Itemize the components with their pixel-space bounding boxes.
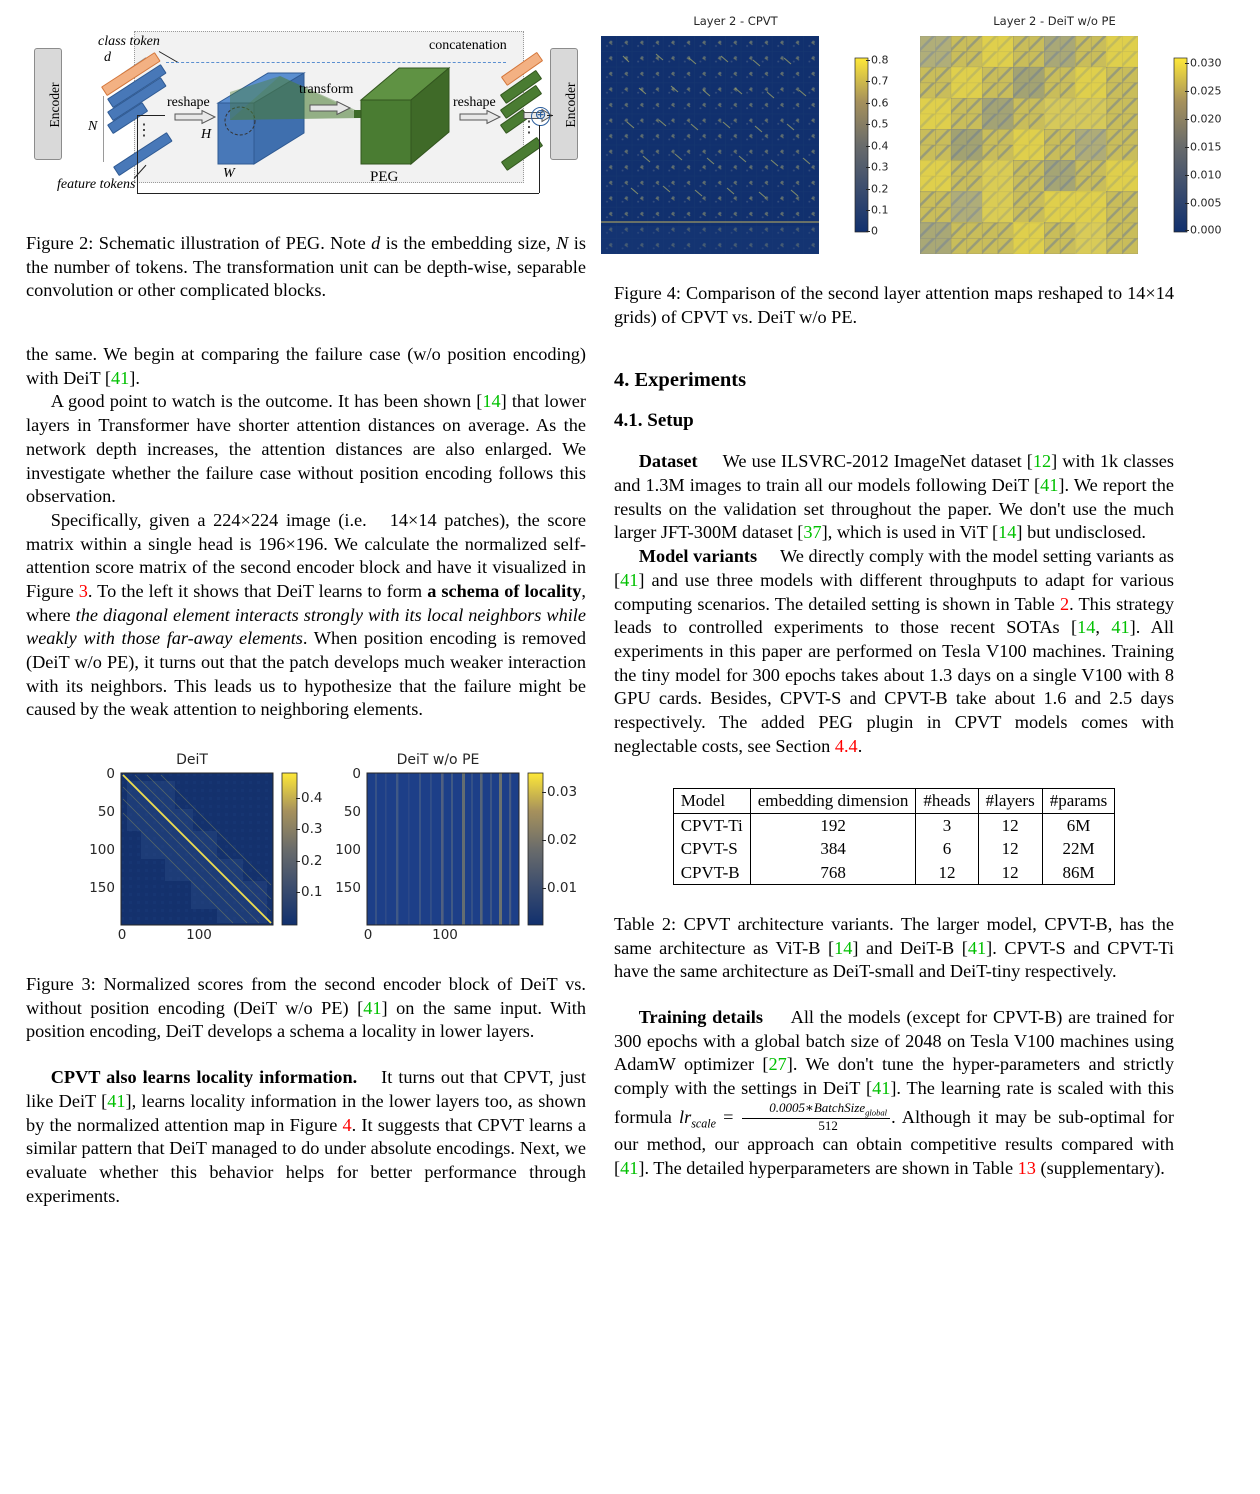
table-header-embedding-dimension: embedding dimension [750,789,916,813]
right-column [614,14,1222,1484]
cbtick-0.2: 0.2 [301,853,323,870]
chart-deit-colorbar [282,773,323,925]
figure-ref-4[interactable]: 4 [342,1114,352,1135]
formula-equals: = [723,1106,734,1127]
cell-layers: 12 [978,813,1042,837]
cbtick-0.4: 0.4 [871,139,889,153]
chart-layer2-deit-wo-pe-colorbar [1174,56,1222,237]
paragraph-continuation: the same. We begin at comparing the failure case (w/o position encoding) with DeiT [41]. [26,344,586,388]
chart-layer2-deit-wo-pe-plot [920,36,1138,254]
bold-model-variants-lead: Model variants [638,546,758,567]
table-2 [673,788,1116,885]
ytick-100: 100 [335,842,361,859]
cbtick-0.3: 0.3 [301,821,323,838]
cbtick-0.0: 0 [871,224,878,238]
chart-deit-wo-pe-colorbar-ticks [547,773,617,925]
formula-lhs: $lr_{scale}$ [679,1106,716,1131]
table-ref-13[interactable]: 13 [1017,1158,1036,1179]
cell-layers: 12 [978,861,1042,885]
cbtick-0.3: 0.3 [871,160,889,174]
paragraph-training-details: Training details All the models (except for CPVT-B) are trained for 300 epochs with a global batch size of 2048 on Tesla V100 machines using AdamW optimizer [27]. We don't tune the hyper-parameters and strictly comply with the settings in DeiT [41]. The learning rate is scaled with this formula $lr_{scale}$ = $\frac{0.0005∗BatchSize_{global}}{512}$ . Although it may be sub-optimal for our method, our approach can obtain competitive results compared with [41]. The detailed hyperparameters are shown in Table 13 (supplementary). [614,1007,1174,1179]
cell-embedding-dimension: 384 [750,837,916,860]
transform-label: transform [299,82,354,97]
cell-params: 6M [1042,813,1115,837]
citation-14[interactable]: 14 [834,937,853,958]
citation-41[interactable]: 41 [1111,617,1130,638]
cbtick-0.005: 0.005 [1190,196,1222,210]
section-ref-4.4[interactable]: 4.4 [834,735,858,756]
reshape-right-arrow-icon [459,110,501,124]
chart-deit [87,752,323,945]
cell-model: CPVT-Ti [673,813,750,837]
chart-deit-wo-pe-colorbar [528,773,578,925]
chart-deit-wo-pe-title: DeiT w/o PE [396,752,480,769]
chart-layer2-cpvt [601,14,889,254]
cell-heads: 3 [916,813,978,837]
reshape-right-label: reshape [453,95,496,110]
cell-model: CPVT-B [673,861,750,885]
cell-params: 22M [1042,837,1115,860]
citation-41[interactable]: 41 [620,1158,639,1179]
peg-output-cube [359,66,451,166]
d-label: d [104,50,111,65]
paragraph-score-matrix: Specifically, given a 224×224 image (i.e. 14×14 patches), the score matrix within a single head is 196×196. We calculate the normalized self-attention score matrix of the second encoder block and have it visualized in Figure 3. To the left it shows that DeiT learns to form a schema of locality, where the diagonal element interacts strongly with its local neighbors while weakly with those far-away elements. When position encoding is removed (DeiT w/o PE), it turns out that the patch develops much weaker interaction with its neighbors. This leads us to hypothesize that the failure might be caused by the weak attention to neighboring elements. [26,509,586,720]
cbtick-0.01: 0.01 [547,880,578,897]
citation-14[interactable]: 14 [1077,617,1096,638]
math-d: d [371,233,381,253]
bold-dataset-lead: Dataset [638,451,698,472]
cell-embedding-dimension: 192 [750,813,916,837]
citation-41[interactable]: 41 [107,1090,126,1111]
citation-41[interactable]: 41 [110,367,130,388]
chart-deit-wo-pe-yaxis [333,766,367,925]
chart-layer2-deit-wo-pe-title: Layer 2 - DeiT w/o PE [993,14,1116,28]
citation-14[interactable]: 14 [998,522,1017,543]
cbtick-0.6: 0.6 [871,96,889,110]
subsection-heading-setup: 4.1. Setup [614,410,694,432]
math-N: N [556,233,569,253]
skip-bottom-line [137,193,539,194]
chart-deit-yaxis [87,766,121,925]
cbtick-0.02: 0.02 [547,832,578,849]
table-2-caption: Table 2: CPVT architecture variants. The larger model, CPVT-B, has the same architecture as ViT-B [14] and DeiT-B [41]. CPVT-S and CPVT-Ti have the same architecture as DeiT-small and DeiT-tiny respectively. [614,913,1175,982]
table-row [673,837,1115,860]
paragraph-attention-distances: A good point to watch is the outcome. It has been shown [14] that lower layers in Transformer have shorter attention distances on average. As the network depth increases, the attention distances are also enlarged. We investigate whether the failure case without position encoding follows this observation. [26,391,587,507]
input-line [137,115,165,116]
chart-layer2-deit-wo-pe [920,14,1222,254]
formula-numerator: 0.0005∗BatchSize$_{global}$ [742,1101,891,1119]
chart-layer2-cpvt-plot [601,36,819,254]
citation-41[interactable]: 41 [620,569,639,590]
w-label: W [223,166,235,181]
cbtick-0.020: 0.020 [1190,112,1222,126]
left-column [26,14,586,1484]
ytick-150: 150 [89,880,115,897]
reshape-left-arrow-icon [174,110,216,124]
figure-3-charts [26,752,586,945]
chart-layer2-cpvt-title: Layer 2 - CPVT [693,14,778,28]
table-header-layers: #layers [978,789,1042,813]
encoder-left-label: Encoder [47,82,62,128]
ytick-0: 0 [352,766,361,783]
paragraph-model-variants: Model variants We directly comply with the model setting variants as [41] and use three models with different throughputs to adapt for various computing scenarios. The detailed setting is shown in Table 2. This strategy leads to controlled experiments to those recent SOTAs [14, 41]. All experiments in this paper are performed on Tesla V100 machines. Training the tiny model for 300 epochs takes about 1.3 days on a single V100 with 8 GPU cards. Besides, CPVT-S and CPVT-B take about 1.6 and 2.5 days respectively. The added PEG plugin in CPVT models comes with neglectable costs, see Section 4.4. [614,546,1174,756]
citation-27[interactable]: 27 [768,1054,787,1075]
cell-params: 86M [1042,861,1115,885]
figure-2-caption: Figure 2: Schematic illustration of PEG. Note d is the embedding size, N is the number of tokens. The transformation unit can be depth-wise, separable convolution or other complicated blocks. [26,233,586,301]
citation-41[interactable]: 41 [1040,475,1059,496]
table-2-caption-prefix: Table 2: [614,913,677,934]
cbtick-0.5: 0.5 [871,117,889,131]
citation-12[interactable]: 12 [1032,451,1052,472]
skip-down-line [137,115,138,193]
peg-label: PEG [370,169,399,185]
cbtick-0.025: 0.025 [1190,84,1222,98]
cbtick-0.7: 0.7 [871,74,889,88]
formula-fraction [742,1101,891,1134]
ytick-0: 0 [106,766,115,783]
xtick-0: 0 [363,927,373,944]
output-tokens-ellipsis: ⋮ [521,119,537,136]
paragraph-dataset: Dataset We use ILSVRC-2012 ImageNet dataset [12] with 1k classes and 1.3M images to train all our models following DeiT [41]. We report the results on the validation set throughout the paper. We don't use the much larger JFT-300M dataset [37], which is used in ViT [14] but undisclosed. [614,451,1174,543]
cbtick-0.015: 0.015 [1190,140,1222,154]
cell-layers: 12 [978,837,1042,860]
chart-deit-title: DeiT [176,752,208,769]
chart-deit-xaxis [117,925,273,945]
figure-3-caption-prefix: Figure 3: [26,974,96,995]
figure-3-caption: Figure 3: Normalized scores from the second encoder block of DeiT vs. without position encoding (DeiT w/o PE) [41] on the same input. With position encoding, DeiT develops a schema a locality in lower layers. [26,974,586,1042]
h-label: H [201,127,212,142]
chart-layer2-cpvt-colorbar-ticks [871,53,941,238]
table-header-params: #params [1042,789,1115,813]
table-header-heads: #heads [916,789,978,813]
reshape-left-label: reshape [167,95,210,110]
xtick-100: 100 [186,927,212,944]
concatenation-label: concatenation [429,38,507,53]
formula-denominator: 512 [818,1117,838,1133]
section-heading-experiments: 4. Experiments [614,369,747,392]
cbtick-0.1: 0.1 [301,884,323,901]
figure-4-caption: Figure 4: Comparison of the second layer attention maps reshaped to 14×14 grids) of CPVT vs. DeiT w/o PE. [614,283,1174,327]
ytick-50: 50 [97,804,115,821]
citation-41[interactable]: 41 [967,937,987,958]
input-tokens-ellipsis: ⋮ [136,122,152,139]
cell-heads: 6 [916,837,978,860]
plus-to-encoder-line [547,115,553,116]
cbtick-0.030: 0.030 [1190,56,1222,70]
ytick-150: 150 [335,880,361,897]
citation-41[interactable]: 41 [363,997,382,1018]
table-header-row [673,789,1115,813]
xtick-0: 0 [117,927,127,944]
cbtick-0.8: 0.8 [871,53,889,67]
n-label: N [88,119,98,134]
residual-add-icon: ⊕ [531,107,550,126]
italic-diagonal-claim: the diagonal element interacts strongly with its local neighbors while weakly with those far-away elements [26,604,586,649]
skip-up-line [539,125,540,193]
n-brace [103,96,104,162]
class-token-label: class token [98,34,160,49]
citation-41[interactable]: 41 [872,1078,891,1099]
chart-deit-plot [121,773,273,925]
paragraph-cpvt-locality: CPVT also learns locality information. It turns out that CPVT, just like DeiT [41], learns locality information in the lower layers too, as shown by the normalized attention map in Figure 4. It suggests that CPVT learns a similar pattern that DeiT managed to do under absolute encodings. Next, we evaluate whether this behavior helps for better performance through experiments. [26,1067,586,1206]
encoder-right-label: Encoder [563,82,578,128]
cbtick-0.4: 0.4 [301,790,323,807]
cbtick-0.010: 0.010 [1190,168,1222,182]
chart-deit-wo-pe [333,752,578,945]
chart-deit-wo-pe-plot [367,773,519,925]
cbtick-0.000: 0.000 [1190,223,1222,237]
concatenation-dashed-line [166,62,506,63]
table-row [673,861,1115,885]
ytick-50: 50 [343,804,361,821]
feature-tokens-label: feature tokens [57,177,136,192]
cbtick-0.1: 0.1 [871,203,889,217]
bold-cpvt-locality-lead: CPVT also learns locality information. [50,1067,358,1088]
cbtick-0.03: 0.03 [547,784,578,801]
transform-arrow-icon [309,101,351,115]
cell-heads: 12 [916,861,978,885]
citation-14[interactable]: 14 [482,391,501,412]
table-header-model: Model [673,789,750,813]
bold-schema-locality: a schema of locality [427,580,582,601]
chart-layer2-deit-wo-pe-colorbar-ticks [1190,56,1260,237]
xtick-100: 100 [432,927,458,944]
bold-training-details-lead: Training details [638,1007,763,1027]
cell-model: CPVT-S [673,837,750,860]
table-ref-2[interactable]: 2 [1059,593,1070,614]
cell-embedding-dimension: 768 [750,861,916,885]
figure-2-diagram [26,14,586,210]
figure-ref-3[interactable]: 3 [78,580,88,601]
chart-deit-wo-pe-xaxis [363,925,519,945]
citation-37[interactable]: 37 [803,522,822,543]
figure-4-caption-prefix: Figure 4: [614,283,681,303]
chart-layer2-cpvt-colorbar [855,53,889,238]
figure-4-charts [614,14,1222,254]
ytick-100: 100 [89,842,115,859]
table-row [673,813,1115,837]
figure-2-caption-prefix: Figure 2: [26,233,94,253]
cbtick-0.2: 0.2 [871,182,889,196]
